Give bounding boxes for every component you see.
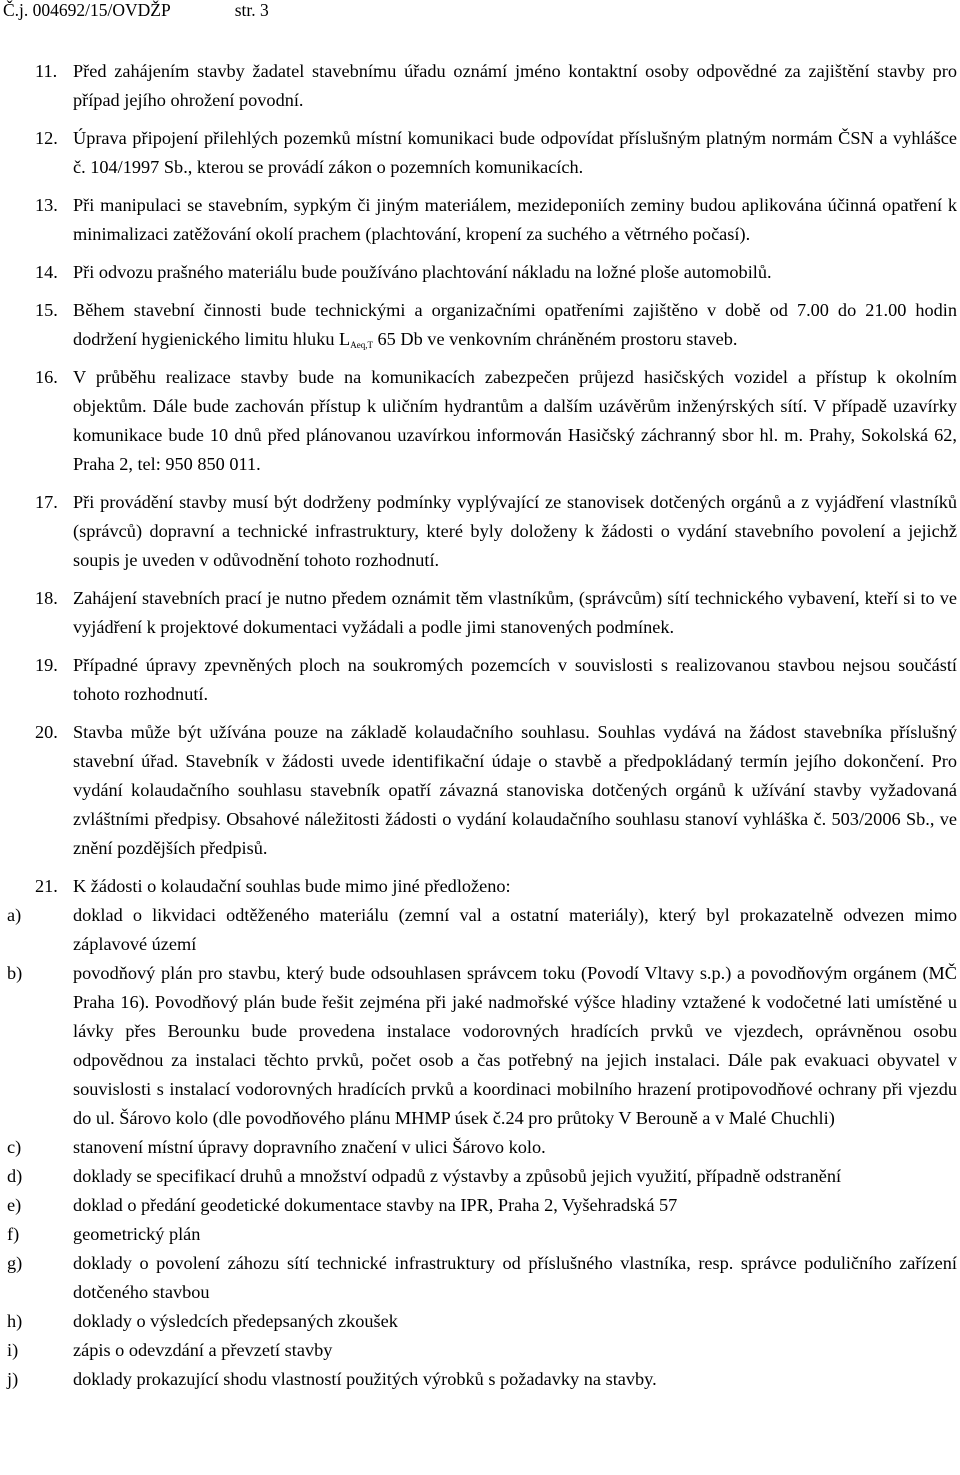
condition-number: 16. [35,367,58,387]
condition-number: 20. [35,722,58,742]
subitem-text: doklad o likvidaci odtěženého materiálu (zemní val a ostatní materiály), který byl prokazatelně odvezen mimo záplavové území [73,905,957,954]
condition-13 [0,191,960,249]
subitem-g [0,1249,960,1307]
condition-number: 15. [35,300,58,320]
subitem-a [0,901,960,959]
subitem-text: doklady o výsledcích předepsaných zkoušek [73,1311,398,1331]
subitem-text: zápis o odevzdání a převzetí stavby [73,1340,333,1360]
condition-text: V průběhu realizace stavby bude na komunikacích zabezpečen průjezd hasičských vozidel a přístup k okolním objektům. Dále bude zachován přístup k uličním hydrantům a dalším uzávěrům inženýrských sítí. V případě uzavírky komunikace bude 10 dnů před plánovanou uzavírkou informován Hasičský záchranný sbor hl. m. Prahy, Sokolská 62, Praha 2, tel: 950 850 011. [73,367,957,474]
subitem-letter: j) [7,1369,19,1389]
condition-number: 13. [35,195,58,215]
condition-18 [0,584,960,642]
subitem-letter: g) [7,1253,23,1273]
subitem-h [0,1307,960,1336]
subitem-letter: b) [7,963,23,983]
condition-text [73,296,957,354]
subitem-text: povodňový plán pro stavbu, který bude odsouhlasen správcem toku (Povodí Vltavy s.p.) a povodňovým orgánem (MČ Praha 16). Povodňový plán bude řešit zejména při jaké nadmořské výšce hladiny vztažené k vodočetné lati umístěné u lávky přes Berounku bude provedena instalace vodorovných hradících prvků ve vjezdech, oprávněnou osobu odpovědnou za instalaci těchto prvků, počet osob a čas potřebný na jejich instalaci. Dále pak evakuaci obyvatel v souvislosti s instalací vodorovných hradících prvků a koordinaci mobilního hrazení protipovodňové ochrany při vjezdu do ul. Šárovo kolo (dle povodňového plánu MHMP úsek č.24 pro průtoky V Berouně a v Malé Chuchli) [73,963,957,1128]
condition-19 [0,651,960,709]
condition-20 [0,718,960,863]
condition-21 [0,872,960,901]
condition-12 [0,124,960,182]
subitem-d [0,1162,960,1191]
condition-text: Stavba může být užívána pouze na základě kolaudačního souhlasu. Souhlas vydává na žádost stavebníka příslušný stavební úřad. Stavebník v žádosti uvede identifikační údaje o stavbě a předpokládaný termín jejího dokončení. Pro vydání kolaudačního souhlasu stavebník opatří závazná stanoviska dotčených orgánů k užívání stavby vyžadovaná zvláštními předpisy. Obsahové náležitosti žádosti o vydání kolaudačního souhlasu stanoví vyhláška č. 503/2006 Sb., ve znění pozdějších předpisů. [73,722,957,858]
condition-text: Případné úpravy zpevněných ploch na soukromých pozemcích v souvislosti s realizovanou stavbou nejsou součástí tohoto rozhodnutí. [73,655,957,704]
subitem-text: doklady prokazující shodu vlastností použitých výrobků s požadavky na stavby. [73,1369,657,1389]
condition-16 [0,363,960,479]
condition-number: 21. [35,876,58,896]
condition-text: K žádosti o kolaudační souhlas bude mimo jiné předloženo: [73,876,511,896]
condition-text: Při provádění stavby musí být dodrženy podmínky vyplývající ze stanovisek dotčených orgánů a z vyjádření vlastníků (správců) dopravní a technické infrastruktury, které byly doloženy k žádosti o vydání stavebního povolení a jejichž soupis je uveden v odůvodnění tohoto rozhodnutí. [73,492,957,570]
condition-number: 17. [35,492,58,512]
page-number: str. 3 [234,0,269,20]
subitem-letter: d) [7,1166,23,1186]
condition-text: Úprava připojení přilehlých pozemků místní komunikaci bude odpovídat příslušným platným normám ČSN a vyhlášce č. 104/1997 Sb., kterou se provádí zákon o pozemních komunikacích. [73,128,957,177]
subitem-j [0,1365,960,1394]
condition-15 [0,296,960,354]
condition-number: 19. [35,655,58,675]
subitem-letter: a) [7,905,22,925]
subitem-text: stanovení místní úpravy dopravního značení v ulici Šárovo kolo. [73,1137,546,1157]
subitem-text: doklady o povolení záhozu sítí technické infrastruktury od příslušného vlastníka, resp. správce poduličního zařízení dotčeného stavbou [73,1253,957,1302]
subitem-e [0,1191,960,1220]
condition-number: 14. [35,262,58,282]
conditions-list [0,57,960,1394]
subitem-i [0,1336,960,1365]
condition-17 [0,488,960,575]
subitem-letter: e) [7,1195,22,1215]
condition-text-part: 65 Db ve venkovním chráněném prostoru staveb. [372,329,738,349]
subitem-f [0,1220,960,1249]
subitem-letter: f) [7,1224,20,1244]
subitem-text: doklad o předání geodetické dokumentace stavby na IPR, Praha 2, Vyšehradská 57 [73,1195,678,1215]
subitem-letter: c) [7,1137,22,1157]
condition-text-part: Během stavební činnosti bude technickými a organizačními opatřeními zajištěno v době od 7.00 do 21.00 hodin dodržení hygienického limitu hluku L [73,300,957,349]
condition-text: Zahájení stavebních prací je nutno předem oznámit těm vlastníkům, (správcům) sítí technického vybavení, kteří si to ve vyjádření k projektové dokumentaci vyžádali a podle jimi stanovených podmínek. [73,588,957,637]
condition-number: 11. [35,61,58,81]
page-header [3,0,269,20]
subitem-text: geometrický plán [73,1224,201,1244]
noise-limit-subscript: Aeq,T [350,340,373,350]
subitem-b [0,959,960,1133]
condition-11 [0,57,960,115]
condition-text: Při odvozu prašného materiálu bude používáno plachtování nákladu na ložné ploše automobilů. [73,262,772,282]
condition-number: 12. [35,128,58,148]
condition-number: 18. [35,588,58,608]
condition-text: Při manipulaci se stavebním, sypkým či jiným materiálem, mezideponiích zeminy budou aplikována účinná opatření k minimalizaci zatěžování okolí prachem (plachtování, kropení za suchého a větrného počasí). [73,195,957,244]
condition-text: Před zahájením stavby žadatel stavebnímu úřadu oznámí jméno kontaktní osoby odpovědné za zajištění stavby pro případ jejího ohrožení povodní. [73,61,957,110]
subitem-text: doklady se specifikací druhů a množství odpadů z výstavby a způsobů jejich využití, případně odstranění [73,1166,842,1186]
subitem-letter: h) [7,1311,23,1331]
subitem-c [0,1133,960,1162]
reference-number: Č.j. 004692/15/OVDŽP [3,0,171,20]
condition-14 [0,258,960,287]
subitem-letter: i) [7,1340,19,1360]
